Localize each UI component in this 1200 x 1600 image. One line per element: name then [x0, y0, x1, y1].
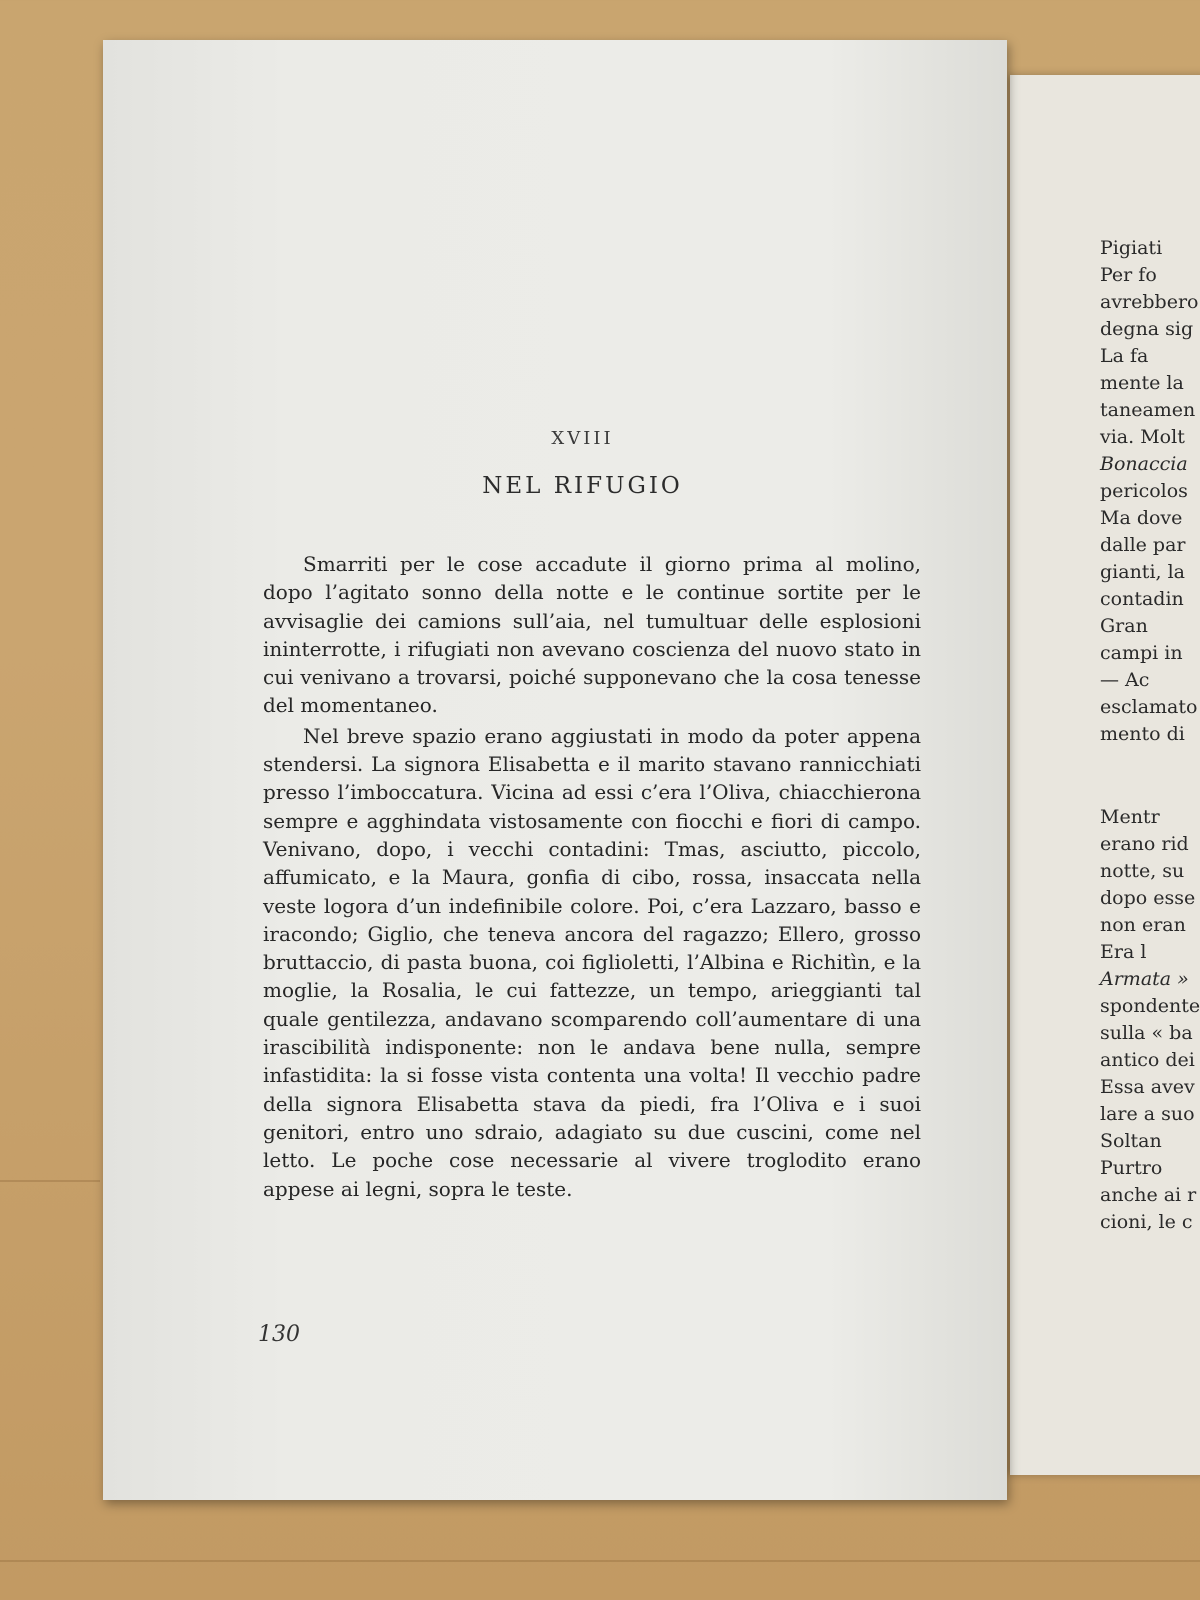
right-page-text — [1100, 235, 1200, 1236]
page-number: 130 — [258, 1322, 300, 1347]
text-line: spondente — [1100, 995, 1200, 1017]
text-line: campi in — [1100, 642, 1183, 664]
text-line: Purtro — [1100, 1157, 1163, 1179]
text-line: La fa — [1100, 345, 1149, 367]
text-line: contadin — [1100, 588, 1184, 610]
text-line: dopo esse — [1100, 887, 1196, 909]
text-line: Ma dove — [1100, 507, 1183, 529]
text-line: Mentr — [1100, 806, 1160, 828]
text-line: lare a suo — [1100, 1103, 1195, 1125]
text-line: esclamato — [1100, 696, 1198, 718]
left-page — [103, 40, 1007, 1500]
chapter-number: XVIII — [551, 428, 614, 449]
text-line: anche ai r — [1100, 1184, 1197, 1206]
text-line: Per fo — [1100, 264, 1157, 286]
wood-grain — [0, 1560, 1200, 1562]
right-page — [1010, 75, 1200, 1475]
text-line: Essa avev — [1100, 1076, 1195, 1098]
chapter-title: NEL RIFUGIO — [482, 473, 683, 499]
text-line: Bonaccia — [1100, 453, 1188, 475]
text-line: non eran — [1100, 914, 1186, 936]
text-line: pericolos — [1100, 480, 1188, 502]
text-line: Armata » — [1100, 968, 1189, 990]
paragraph: Nel breve spazio erano aggiustati in modo da poter appena stendersi. La signora Elisabetta e il marito stavano rannicchiati presso l’imboccatura. Vicina ad essi c’era l’Oliva, chiacchierona sempre e agghindata vistosamente con fiocchi e fiori di campo. Venivano, dopo, i vecchi contadini: Tmas, asciutto, piccolo, affumicato, e la Maura, gonfia di cibo, rossa, insaccata nella veste logora d’un indefinibile colore. Poi, c’era Lazzaro, basso e iracondo; Giglio, che teneva ancora del ragazzo; Ellero, grosso bruttaccio, di pasta buona, coi figlioletti, l’Albina e Richitìn, e la moglie, la Rosalia, le cui fattezze, un tempo, arieggianti tal quale gentilezza, andavano scomparendo coll’aumentare di una irascibilità indisponente: non le andava bene nulla, sempre infastidita: la si fosse vista contenta una volta! Il vecchio padre della signora Elisabetta stava da piedi, fra l’Oliva e i suoi genitori, entro uno sdraio, adagiato su due cuscini, come nel letto. Le poche cose necessarie al vivere troglodito erano appese ai legni, sopra le teste. — [263, 723, 921, 1201]
text-line: avrebbero — [1100, 291, 1199, 313]
text-line: degna sig — [1100, 318, 1194, 340]
body-text — [263, 550, 921, 1203]
text-line: cioni, le c — [1100, 1211, 1193, 1233]
text-line: antico dei — [1100, 1049, 1195, 1071]
text-line: Gran — [1100, 615, 1148, 637]
text-line: erano rid — [1100, 833, 1189, 855]
text-line: notte, su — [1100, 860, 1185, 882]
paragraph: Smarriti per le cose accadute il giorno prima al molino, dopo l’agitato sonno della notte e le continue sortite per le avvisaglie dei camions sull’aia, nel tumultuar delle esplosioni ininterrotte, i rifugiati non avevano coscienza del nuovo stato in cui venivano a trovarsi, poiché supponevano che la cosa tenesse del momentaneo. — [263, 552, 921, 718]
text-line: gianti, la — [1100, 561, 1185, 583]
section-gap — [1100, 748, 1200, 804]
text-line: taneamen — [1100, 399, 1196, 421]
text-line: mente la — [1100, 372, 1184, 394]
wood-grain — [0, 1180, 100, 1182]
text-line: dalle par — [1100, 534, 1186, 556]
text-line: Pigiati — [1100, 237, 1163, 259]
text-line: sulla « ba — [1100, 1022, 1193, 1044]
text-line: via. Molt — [1100, 426, 1185, 448]
text-line: Era l — [1100, 941, 1147, 963]
text-line: mento di — [1100, 723, 1185, 745]
text-line: — Ac — [1100, 669, 1150, 691]
text-line: Soltan — [1100, 1130, 1162, 1152]
